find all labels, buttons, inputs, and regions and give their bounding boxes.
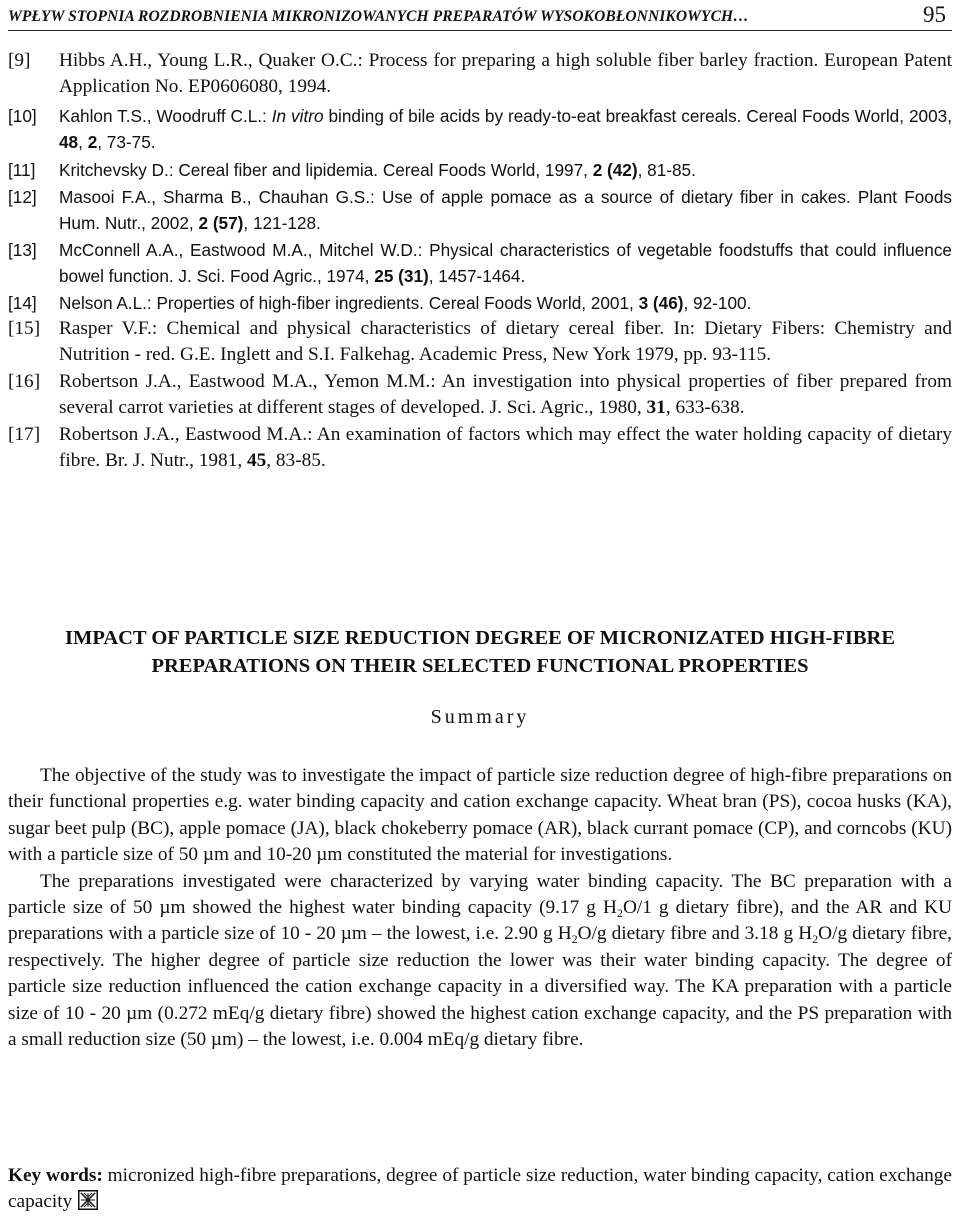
abstract-text: O/1 g dietary fibre), and the AR and KU preparations with a particle size of 10 - 20 µm – the lowest, i.e. 2.90 g H <box>8 897 952 945</box>
reference-number: [16] <box>8 370 41 392</box>
reference-text: Nelson A.L.: Properties of high-fiber ingredients. Cereal Foods World, 2001, <box>59 292 639 313</box>
reference-number: [10] <box>8 105 37 126</box>
reference-item <box>8 316 952 369</box>
reference-number: [9] <box>8 50 31 71</box>
reference-number: [12] <box>8 187 37 208</box>
reference-text: Masooi F.A., Sharma B., Chauhan G.S.: Use of apple pomace as a source of dietary fiber in cakes. Plant Foods Hum. Nutr., 2002, <box>59 187 952 234</box>
reference-pages: , 121-128. <box>243 213 321 234</box>
page-number: 95 <box>923 2 946 27</box>
reference-authors: Kahlon T.S., Woodruff C.L.: <box>59 105 272 126</box>
reference-volume: 2 <box>198 213 209 234</box>
reference-text: Robertson J.A., Eastwood M.A.: An examination of factors which may effect the water holding capacity of dietary fibre. Br. J. Nutr., 1981, <box>59 423 952 472</box>
reference-volume: 48 <box>59 132 79 153</box>
keywords <box>8 1163 952 1216</box>
reference-text: binding of bile acids by ready-to-eat breakfast cereals. Cereal Foods World, 2003, <box>323 105 952 126</box>
reference-item <box>8 48 952 101</box>
reference-list <box>8 48 952 475</box>
running-title: WPŁYW STOPNIA ROZDROBNIENIA MIKRONIZOWANYCH PREPARATÓW WYSOKOBŁONNIKOWYCH… <box>8 8 749 25</box>
reference-number: [15] <box>8 318 41 340</box>
reference-pages: , 73-75. <box>97 132 156 153</box>
article-title-line: IMPACT OF PARTICLE SIZE REDUCTION DEGREE OF MICRONIZATED HIGH-FIBRE <box>65 627 895 649</box>
reference-text: Hibbs A.H., Young L.R., Quaker O.C.: Process for preparing a high soluble fiber barley fraction. European Patent Application No. EP0606080, 1994. <box>59 50 952 98</box>
reference-item <box>8 422 952 475</box>
abstract <box>8 763 952 1053</box>
reference-pages: , 83-85. <box>266 450 326 472</box>
reference-item <box>8 290 952 316</box>
reference-item <box>8 157 952 183</box>
end-of-article-mark-icon <box>78 1190 98 1210</box>
reference-volume: 45 <box>246 450 267 472</box>
reference-issue: (42) <box>602 159 638 180</box>
reference-item <box>8 237 952 290</box>
abstract-text: The preparations investigated were characterized by varying water binding capacity. The BC preparation with a particle size of 50 µm showed the highest water binding capacity (9.17 g H <box>8 870 952 919</box>
reference-pages: , 81-85. <box>637 159 696 180</box>
reference-number: [14] <box>8 292 37 313</box>
subscript: 2 <box>571 932 578 947</box>
reference-text: Kritchevsky D.: Cereal fiber and lipidemia. Cereal Foods World, 1997, <box>59 159 593 180</box>
keywords-label: Key words: <box>8 1165 103 1186</box>
reference-text: McConnell A.A., Eastwood M.A., Mitchel W.D.: Physical characteristics of vegetable foodstuffs that could influence bowel function. J. Sci. Food Agric., 1974, <box>59 239 952 287</box>
subscript: 2 <box>812 932 819 947</box>
reference-pages: , 633-638. <box>665 397 745 419</box>
reference-number: [13] <box>8 239 37 260</box>
reference-issue: (57) <box>208 213 244 234</box>
reference-number: [17] <box>8 423 41 445</box>
reference-volume: 2 <box>592 159 603 180</box>
abstract-paragraph: The objective of the study was to investigate the impact of particle size reduction degree of high-fibre preparations on their functional properties e.g. water binding capacity and cation exchange capacity. Wheat bran (PS), cocoa husks (KA), sugar beet pulp (BC), apple pomace (JA), black chokeberry pomace (AR), black currant pomace (CP), and corncobs (KU) with a particle size of 50 µm and 10-20 µm constituted the material for investigations. <box>8 765 952 866</box>
article-title-line: PREPARATIONS ON THEIR SELECTED FUNCTIONAL PROPERTIES <box>151 655 809 677</box>
reference-volume: 25 <box>374 266 394 287</box>
reference-number: [11] <box>8 159 36 180</box>
keywords-text: micronized high-fibre preparations, degree of particle size reduction, water binding capacity, cation exchange capacity <box>8 1165 952 1213</box>
running-header <box>8 2 952 31</box>
reference-text: Rasper V.F.: Chemical and physical characteristics of dietary cereal fiber. In: Dietary Fibers: Chemistry and Nutrition - red. G.E. Inglett and S.I. Falkehag. Academic Press, New York 1979, pp. 93-115. <box>59 318 952 366</box>
reference-issue: (46) <box>648 292 684 313</box>
reference-issue: 2 <box>87 132 98 153</box>
abstract-paragraph <box>8 869 952 1054</box>
abstract-text: O/g dietary fibre and 3.18 g H <box>577 923 813 945</box>
reference-pages: , 1457-1464. <box>428 266 526 287</box>
reference-pages: , 92-100. <box>683 292 752 313</box>
reference-italic: In vitro <box>271 105 324 126</box>
abstract-text: O/g dietary fibre, respectively. The higher degree of particle size reduction the lower was their water binding capacity. The degree of particle size reduction influenced the cation exchange capacity in a diversified way. The KA preparation with a particle size of 10 - 20 µm (0.272 mEq/g dietary fibre) showed the highest cation exchange capacity, and the PS preparation with a small reduction size (50 µm) – the lowest, i.e. 0.004 mEq/g dietary fibre. <box>8 923 952 1051</box>
article-title <box>0 624 960 680</box>
reference-item <box>8 103 952 156</box>
reference-text: Robertson J.A., Eastwood M.A., Yemon M.M.: An investigation into physical properties of fiber prepared from several carrot varieties at different stages of developed. J. Sci. Agric., 1980, <box>59 370 952 419</box>
reference-item <box>8 184 952 237</box>
summary-heading: Summary <box>430 706 530 728</box>
reference-item <box>8 369 952 422</box>
reference-volume: 3 <box>638 292 649 313</box>
reference-volume: 31 <box>646 397 666 419</box>
reference-separator: , <box>78 132 88 153</box>
subscript: 2 <box>616 906 623 921</box>
reference-issue: (31) <box>393 266 429 287</box>
